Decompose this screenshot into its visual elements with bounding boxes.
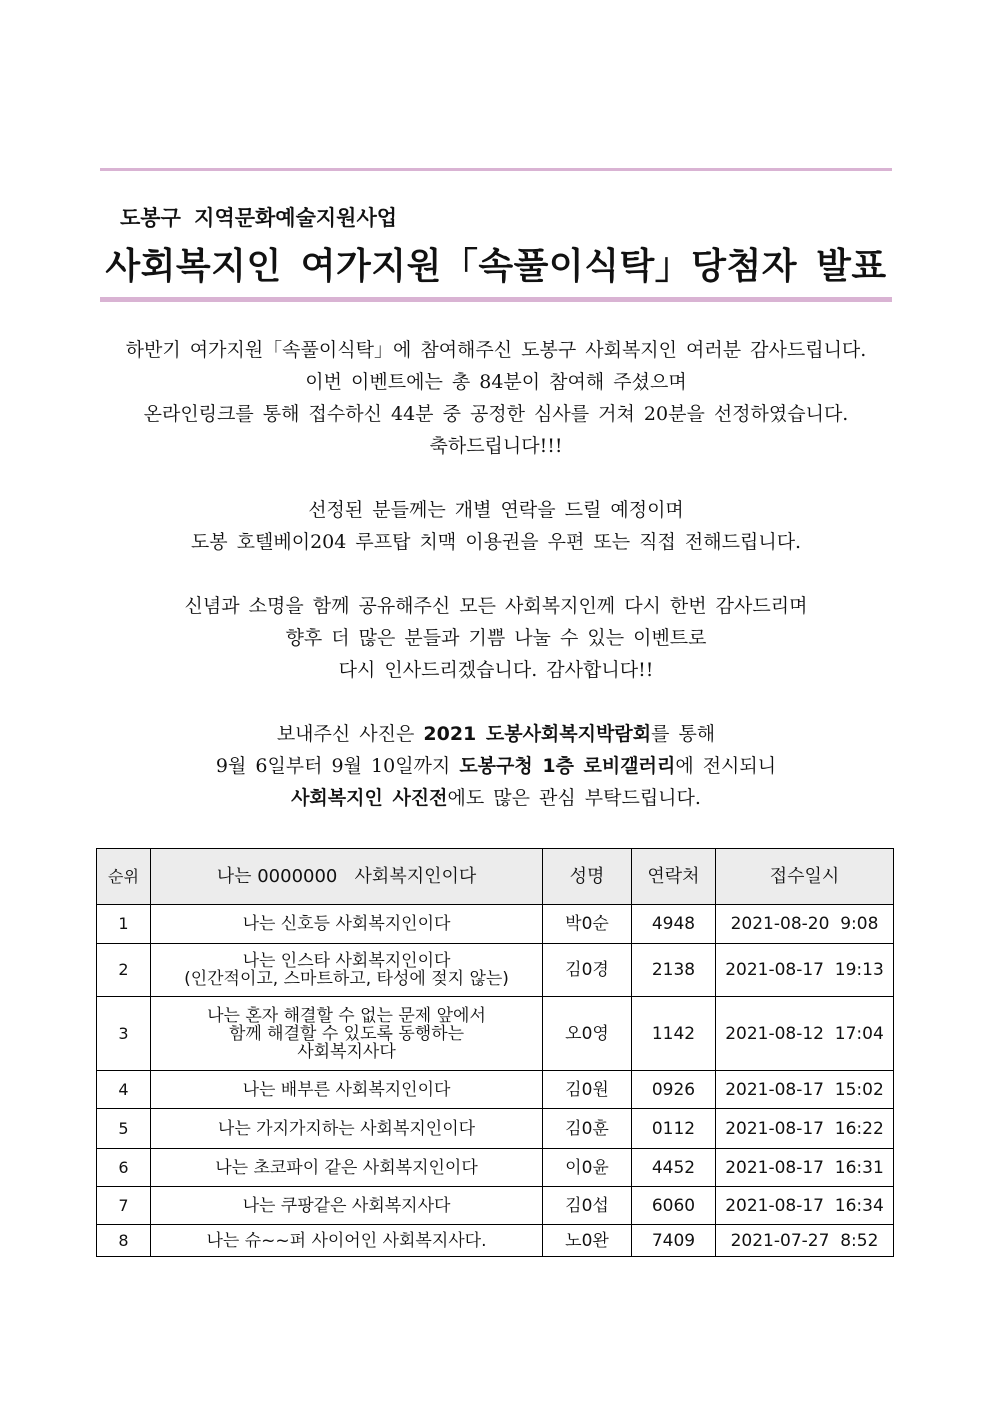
phrase-line: 함께 해결할 수 있도록 동행하는 xyxy=(228,1023,465,1044)
exhibit-text: 에 전시되니 xyxy=(675,755,777,777)
contact-cell: 2138 xyxy=(632,944,716,997)
rank-cell: 2 xyxy=(97,944,151,997)
intro-paragraph xyxy=(0,334,992,462)
name-cell: 김0원 xyxy=(543,1071,632,1109)
phrase-line: (인간적이고, 스마트하고, 타성에 젖지 않는) xyxy=(184,969,509,989)
phrase-cell xyxy=(151,1071,543,1109)
phrase-cell xyxy=(151,1149,543,1187)
winners-table xyxy=(96,848,894,1257)
contact-cell: 4948 xyxy=(632,905,716,944)
photo-exhibition-name: 사회복지인 사진전 xyxy=(291,787,448,809)
contact-cell: 0926 xyxy=(632,1071,716,1109)
contact-cell: 7409 xyxy=(632,1225,716,1257)
expo-name: 2021 도봉사회복지박람회 xyxy=(423,723,652,745)
header-top-rule xyxy=(100,168,892,171)
header-phrase: 나는 0000000 사회복지인이다 xyxy=(151,849,543,905)
table-body xyxy=(97,905,894,1257)
phrase-line: 나는 혼자 해결할 수 없는 문제 앞에서 xyxy=(207,1005,486,1026)
subtitle: 도봉구 지역문화예술지원사업 xyxy=(120,206,398,230)
name-cell: 이0윤 xyxy=(543,1149,632,1187)
phrase-line: 나는 가지가지하는 사회복지인이다 xyxy=(217,1118,476,1139)
table-row xyxy=(97,1187,894,1225)
phrase-line: 나는 초코파이 같은 사회복지인이다 xyxy=(215,1157,478,1178)
table-row xyxy=(97,1225,894,1257)
exhibit-text: 를 통해 xyxy=(651,723,716,745)
phrase-line: 나는 슈~~퍼 사이어인 사회복지사다. xyxy=(206,1230,487,1251)
phrase-cell xyxy=(151,905,543,944)
thanks-line: 다시 인사드리겠습니다. 감사합니다!! xyxy=(338,659,654,681)
thanks-paragraph xyxy=(0,590,992,686)
phrase-line: 사회복지사다 xyxy=(297,1041,396,1062)
phrase-cell xyxy=(151,1109,543,1149)
announcement-header xyxy=(100,168,892,302)
exhibit-line-3 xyxy=(0,782,992,814)
contact-cell: 1142 xyxy=(632,997,716,1071)
exhibit-line-2 xyxy=(0,750,992,782)
date-cell: 2021-08-17 16:22 xyxy=(716,1109,894,1149)
contact-cell: 4452 xyxy=(632,1149,716,1187)
rank-cell: 8 xyxy=(97,1225,151,1257)
name-cell: 오0영 xyxy=(543,997,632,1071)
table-row xyxy=(97,905,894,944)
intro-line: 하반기 여가지원「속풀이식탁」에 참여해주신 도봉구 사회복지인 여러분 감사드립니다. xyxy=(125,339,867,361)
contact-line: 도봉 호텔베이204 루프탑 치맥 이용권을 우편 또는 직접 전해드립니다. xyxy=(190,531,802,553)
name-cell: 박0순 xyxy=(543,905,632,944)
contact-cell: 6060 xyxy=(632,1187,716,1225)
header-name: 성명 xyxy=(543,849,632,905)
rank-cell: 3 xyxy=(97,997,151,1071)
date-cell: 2021-08-17 15:02 xyxy=(716,1071,894,1109)
table-row xyxy=(97,944,894,997)
phrase-line: 나는 인스타 사회복지인이다 xyxy=(242,951,451,971)
intro-line: 온라인링크를 통해 접수하신 44분 중 공정한 심사를 거쳐 20분을 선정하였습니다. xyxy=(143,403,849,425)
phrase-cell xyxy=(151,1225,543,1257)
exhibit-text: 9월 6일부터 9월 10일까지 xyxy=(215,755,460,777)
page-title: 사회복지인 여가지원「속풀이식탁」당첨자 발표 xyxy=(105,246,887,287)
table-header-row xyxy=(97,849,894,905)
phrase-line: 나는 쿠팡같은 사회복지사다 xyxy=(242,1195,451,1216)
exhibit-text: 보내주신 사진은 xyxy=(276,723,424,745)
name-cell: 김0섭 xyxy=(543,1187,632,1225)
table-row xyxy=(97,1149,894,1187)
table-row xyxy=(97,997,894,1071)
rank-cell: 5 xyxy=(97,1109,151,1149)
phrase-line: 나는 신호등 사회복지인이다 xyxy=(242,914,451,934)
date-cell: 2021-08-12 17:04 xyxy=(716,997,894,1071)
thanks-line: 신념과 소명을 함께 공유해주신 모든 사회복지인께 다시 한번 감사드리며 xyxy=(184,595,808,617)
contact-line: 선정된 분들께는 개별 연락을 드릴 예정이며 xyxy=(308,499,684,521)
thanks-line: 향후 더 많은 분들과 기쁨 나눌 수 있는 이벤트로 xyxy=(285,627,707,649)
gallery-location: 도봉구청 1층 로비갤러리 xyxy=(459,755,676,777)
exhibit-paragraph xyxy=(0,718,992,814)
name-cell: 김0경 xyxy=(543,944,632,997)
rank-cell: 4 xyxy=(97,1071,151,1109)
header-rank: 순위 xyxy=(97,849,151,905)
contact-paragraph xyxy=(0,494,992,558)
phrase-cell xyxy=(151,997,543,1071)
contact-cell: 0112 xyxy=(632,1109,716,1149)
exhibit-text: 에도 많은 관심 부탁드립니다. xyxy=(447,787,701,809)
date-cell: 2021-08-17 16:31 xyxy=(716,1149,894,1187)
rank-cell: 1 xyxy=(97,905,151,944)
header-bottom-rule xyxy=(100,297,892,302)
header-date: 접수일시 xyxy=(716,849,894,905)
exhibit-line-1 xyxy=(0,718,992,750)
date-cell: 2021-07-27 8:52 xyxy=(716,1225,894,1257)
phrase-cell xyxy=(151,1187,543,1225)
intro-line: 축하드립니다!!! xyxy=(429,435,563,457)
date-cell: 2021-08-17 16:34 xyxy=(716,1187,894,1225)
phrase-cell xyxy=(151,944,543,997)
table-row xyxy=(97,1071,894,1109)
rank-cell: 7 xyxy=(97,1187,151,1225)
name-cell: 김0훈 xyxy=(543,1109,632,1149)
intro-line: 이번 이벤트에는 총 84분이 참여해 주셨으며 xyxy=(305,371,687,393)
date-cell: 2021-08-17 19:13 xyxy=(716,944,894,997)
rank-cell: 6 xyxy=(97,1149,151,1187)
name-cell: 노0완 xyxy=(543,1225,632,1257)
header-contact: 연락처 xyxy=(632,849,716,905)
phrase-line: 나는 배부른 사회복지인이다 xyxy=(242,1079,451,1100)
table-row xyxy=(97,1109,894,1149)
date-cell: 2021-08-20 9:08 xyxy=(716,905,894,944)
